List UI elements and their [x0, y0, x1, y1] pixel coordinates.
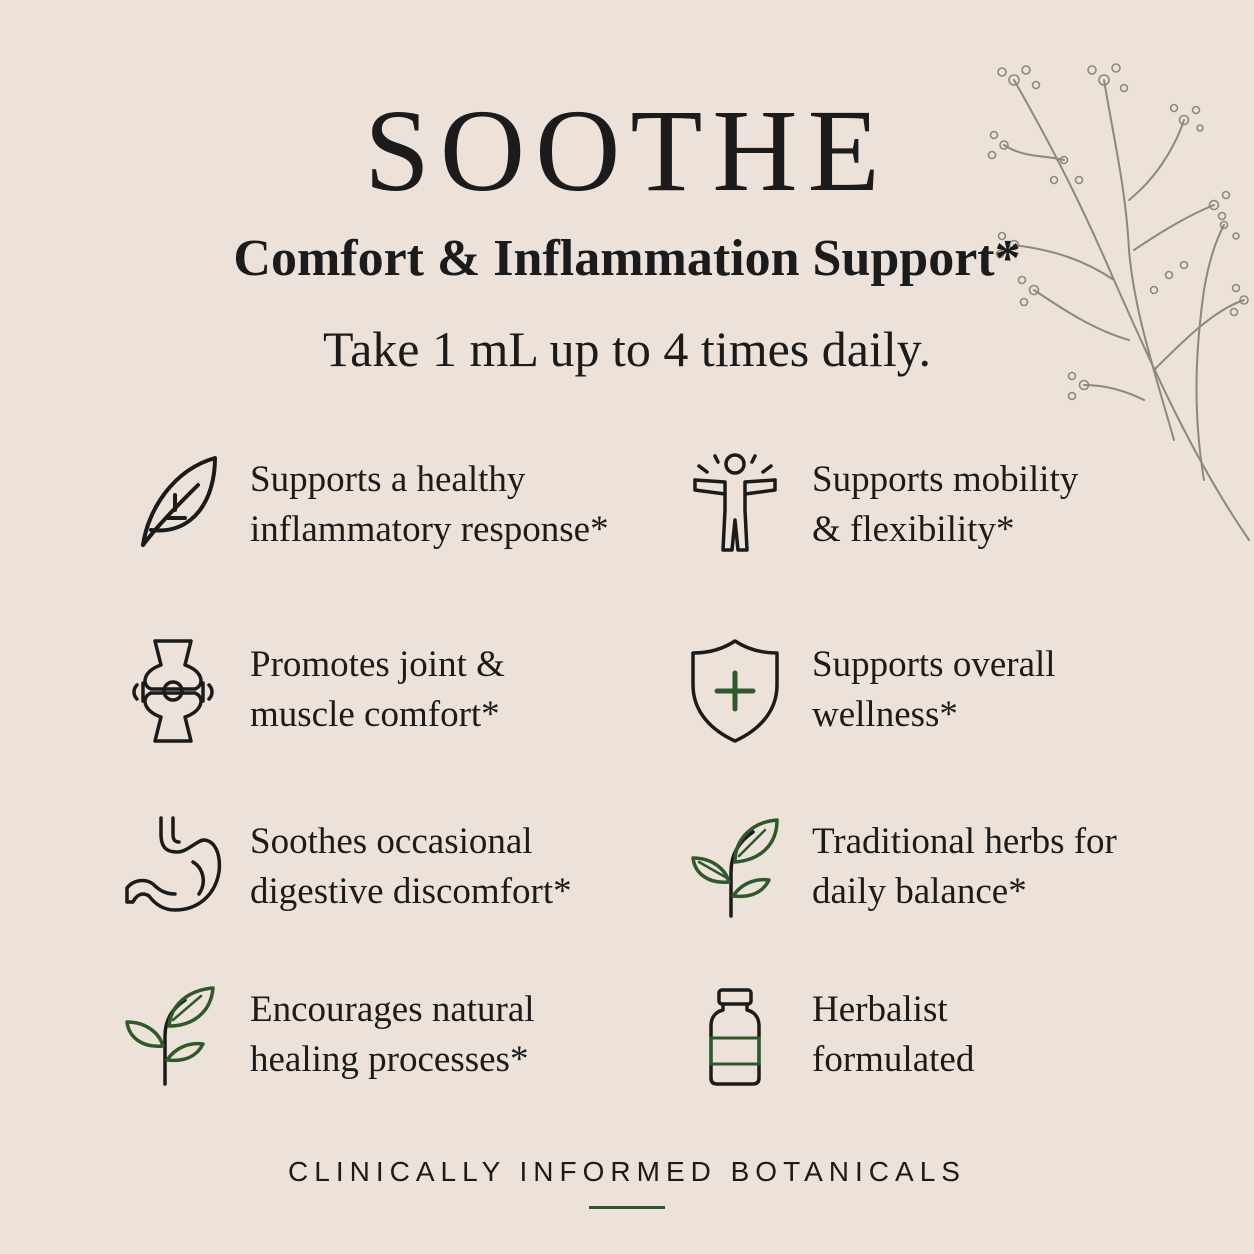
benefit-item — [680, 450, 1232, 560]
benefit-text: Soothes occasional digestive discomfort* — [250, 821, 572, 912]
benefit-text: Herbalist formulated — [812, 989, 975, 1080]
dosage-instructions: Take 1 mL up to 4 times daily. — [323, 321, 931, 377]
stomach-icon — [118, 812, 228, 922]
benefit-item — [118, 450, 670, 560]
product-subtitle: Comfort & Inflammation Support* — [233, 230, 1021, 287]
leaf-icon — [118, 450, 228, 560]
benefit-text: Supports overall wellness* — [812, 644, 1056, 735]
benefit-item — [680, 812, 1232, 922]
benefit-text: Encourages natural healing processes* — [250, 989, 535, 1080]
seedling-icon — [118, 980, 228, 1090]
footer-divider — [589, 1206, 665, 1209]
product-title: SOOTHE — [364, 85, 890, 216]
benefit-item — [680, 635, 1232, 745]
person-stretching-icon — [680, 450, 790, 560]
shield-plus-icon — [680, 635, 790, 745]
benefit-text: Traditional herbs for daily balance* — [812, 821, 1117, 912]
bottle-icon — [680, 980, 790, 1090]
benefit-item — [680, 980, 1232, 1090]
benefit-item — [118, 635, 670, 745]
benefit-text: Promotes joint & muscle comfort* — [250, 644, 505, 735]
herb-sprout-icon — [680, 812, 790, 922]
benefit-text: Supports a healthy inflammatory response* — [250, 459, 609, 550]
brand-tagline: CLINICALLY INFORMED BOTANICALS — [288, 1156, 966, 1187]
joint-icon — [118, 635, 228, 745]
benefit-text: Supports mobility & flexibility* — [812, 459, 1079, 550]
benefit-item — [118, 812, 670, 922]
benefit-item — [118, 980, 670, 1090]
